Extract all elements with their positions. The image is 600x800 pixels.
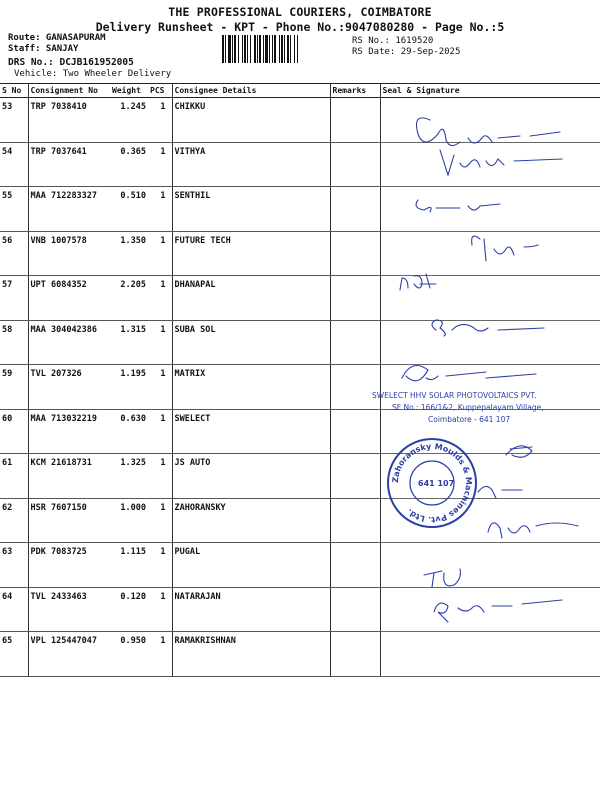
row-seal xyxy=(380,409,600,454)
row-pcs: 1 xyxy=(148,454,172,499)
row-weight: 1.325 xyxy=(110,454,148,499)
runsheet-subtitle: Delivery Runsheet - KPT - Phone No.:9047080280 - Page No.:5 xyxy=(95,20,505,34)
row-consignee: SUBA SOL xyxy=(172,320,330,365)
row-pcs: 1 xyxy=(148,543,172,588)
row-sno: 57 xyxy=(0,276,28,321)
row-remarks xyxy=(330,454,380,499)
row-consignment: TRP 7038410 xyxy=(28,98,110,143)
table-row xyxy=(0,98,600,143)
row-seal xyxy=(380,587,600,632)
row-pcs: 1 xyxy=(148,187,172,232)
row-pcs: 1 xyxy=(148,587,172,632)
row-remarks xyxy=(330,98,380,143)
row-weight: 1.115 xyxy=(110,543,148,588)
row-sno: 61 xyxy=(0,454,28,499)
table-row xyxy=(0,320,600,365)
row-consignment: MAA 712283327 xyxy=(28,187,110,232)
row-consignee: RAMAKRISHNAN xyxy=(172,632,330,677)
row-remarks xyxy=(330,187,380,232)
staff-label: Staff: SANJAY xyxy=(8,44,79,54)
drs-label: DRS No.: DCJB161952005 xyxy=(8,57,134,68)
row-sno: 64 xyxy=(0,587,28,632)
row-sno: 54 xyxy=(0,142,28,187)
row-consignee: JS AUTO xyxy=(172,454,330,499)
row-seal xyxy=(380,142,600,187)
row-seal xyxy=(380,320,600,365)
table-row xyxy=(0,632,600,677)
row-sno: 63 xyxy=(0,543,28,588)
row-consignee: MATRIX xyxy=(172,365,330,410)
row-pcs: 1 xyxy=(148,320,172,365)
row-remarks xyxy=(330,587,380,632)
row-weight: 0.630 xyxy=(110,409,148,454)
row-seal xyxy=(380,543,600,588)
seal-pin: 641 107 xyxy=(418,479,455,488)
row-weight: 1.350 xyxy=(110,231,148,276)
row-consignee: VITHYA xyxy=(172,142,330,187)
row-remarks xyxy=(330,498,380,543)
row-weight: 0.365 xyxy=(110,142,148,187)
row-weight: 1.245 xyxy=(110,98,148,143)
row-sno: 59 xyxy=(0,365,28,410)
row-consignee: SENTHIL xyxy=(172,187,330,232)
row-seal xyxy=(380,454,600,499)
row-sno: 58 xyxy=(0,320,28,365)
seal-ring-text: Zahoransky Moulds & Machines Pvt. Ltd. xyxy=(390,441,474,525)
row-consignment: KCM 21618731 xyxy=(28,454,110,499)
row-pcs: 1 xyxy=(148,142,172,187)
row-pcs: 1 xyxy=(148,365,172,410)
row-pcs: 1 xyxy=(148,231,172,276)
table-row xyxy=(0,409,600,454)
row-weight: 0.510 xyxy=(110,187,148,232)
table-row xyxy=(0,187,600,232)
row-seal xyxy=(380,187,600,232)
row-consignee: CHIKKU xyxy=(172,98,330,143)
row-consignment: TRP 7037641 xyxy=(28,142,110,187)
row-consignment: HSR 7607150 xyxy=(28,498,110,543)
row-weight: 1.195 xyxy=(110,365,148,410)
row-remarks xyxy=(330,320,380,365)
row-remarks xyxy=(330,365,380,410)
swelect-stamp-line1: SWELECT HHV SOLAR PHOTOVOLTAICS PVT. xyxy=(372,391,537,400)
rs-number: RS No.: 1619520 xyxy=(352,36,434,46)
row-seal xyxy=(380,498,600,543)
row-consignee: NATARAJAN xyxy=(172,587,330,632)
route-label: Route: GANASAPURAM xyxy=(8,33,106,43)
row-sno: 65 xyxy=(0,632,28,677)
col-sno: S No xyxy=(0,84,28,98)
swelect-stamp-line3: Coimbatore - 641 107 xyxy=(428,415,511,424)
table-row xyxy=(0,543,600,588)
row-pcs: 1 xyxy=(148,498,172,543)
row-weight: 2.205 xyxy=(110,276,148,321)
row-sno: 53 xyxy=(0,98,28,143)
row-pcs: 1 xyxy=(148,98,172,143)
row-remarks xyxy=(330,231,380,276)
col-consignee: Consignee Details xyxy=(172,84,330,98)
row-consignment: MAA 713032219 xyxy=(28,409,110,454)
row-remarks xyxy=(330,142,380,187)
row-seal xyxy=(380,231,600,276)
row-remarks xyxy=(330,276,380,321)
table-row xyxy=(0,276,600,321)
row-remarks xyxy=(330,632,380,677)
row-consignee: DHANAPAL xyxy=(172,276,330,321)
rs-date: RS Date: 29-Sep-2025 xyxy=(352,47,461,57)
col-seal: Seal & Signature xyxy=(380,84,600,98)
table-row xyxy=(0,454,600,499)
table-row xyxy=(0,587,600,632)
table-row xyxy=(0,498,600,543)
table-row xyxy=(0,231,600,276)
row-consignment: UPT 6084352 xyxy=(28,276,110,321)
row-sno: 60 xyxy=(0,409,28,454)
barcode xyxy=(222,35,350,63)
row-seal xyxy=(380,98,600,143)
row-consignee: ZAHORANSKY xyxy=(172,498,330,543)
table-row xyxy=(0,142,600,187)
row-pcs: 1 xyxy=(148,409,172,454)
row-pcs: 1 xyxy=(148,276,172,321)
row-pcs: 1 xyxy=(148,632,172,677)
row-weight: 1.000 xyxy=(110,498,148,543)
row-weight: 1.315 xyxy=(110,320,148,365)
col-weight: Weight xyxy=(110,84,148,98)
row-weight: 0.120 xyxy=(110,587,148,632)
row-seal xyxy=(380,365,600,410)
row-consignment: MAA 304042386 xyxy=(28,320,110,365)
row-remarks xyxy=(330,409,380,454)
runsheet-table xyxy=(0,83,600,677)
row-seal xyxy=(380,632,600,677)
row-consignment: TVL 2433463 xyxy=(28,587,110,632)
row-consignee: PUGAL xyxy=(172,543,330,588)
col-remarks: Remarks xyxy=(330,84,380,98)
swelect-stamp-line2: SF No.: 166/1&2, Kuppepalayam Village, xyxy=(392,403,544,412)
company-title: THE PROFESSIONAL COURIERS, COIMBATORE xyxy=(168,5,432,19)
row-consignee: SWELECT xyxy=(172,409,330,454)
vehicle-label: Vehicle: Two Wheeler Delivery xyxy=(14,69,172,79)
row-remarks xyxy=(330,543,380,588)
col-consignment: Consignment No xyxy=(28,84,110,98)
table-header-row xyxy=(0,84,600,98)
row-weight: 0.950 xyxy=(110,632,148,677)
col-pcs: PCS xyxy=(148,84,172,98)
row-seal xyxy=(380,276,600,321)
row-sno: 62 xyxy=(0,498,28,543)
row-consignment: PDK 7083725 xyxy=(28,543,110,588)
row-sno: 55 xyxy=(0,187,28,232)
row-consignment: VPL 125447047 xyxy=(28,632,110,677)
row-consignee: FUTURE TECH xyxy=(172,231,330,276)
table-row xyxy=(0,365,600,410)
row-sno: 56 xyxy=(0,231,28,276)
row-consignment: TVL 207326 xyxy=(28,365,110,410)
row-consignment: VNB 1007578 xyxy=(28,231,110,276)
